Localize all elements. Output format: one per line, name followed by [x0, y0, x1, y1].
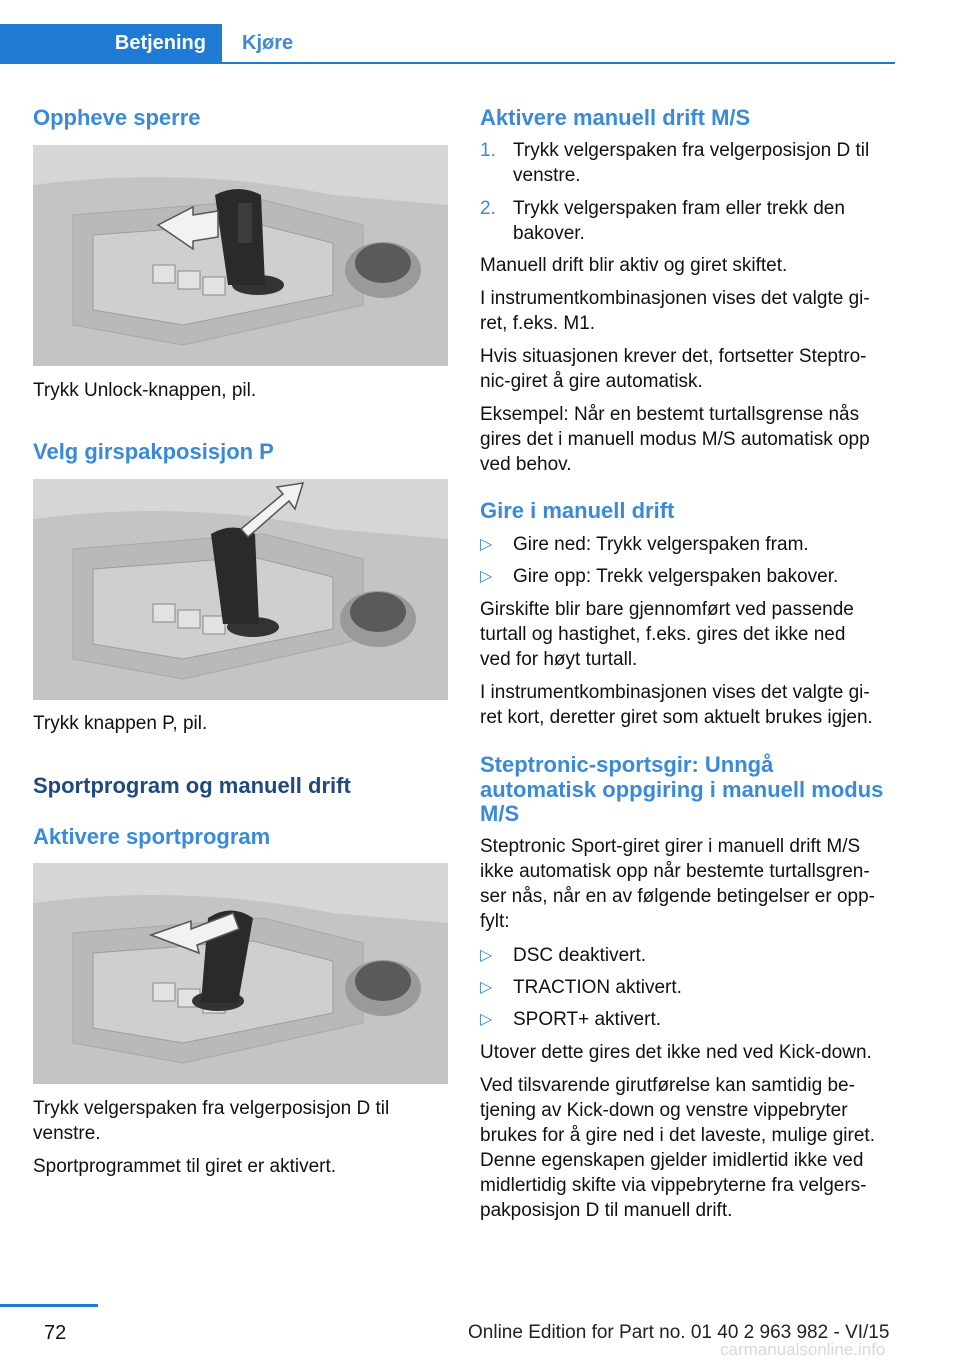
- page-number: 72: [44, 1322, 67, 1344]
- triangle-bullet-icon: ▷: [480, 1011, 493, 1028]
- text-sport-1a: Trykk velgerspaken fra velgerposisjon D til: [33, 1098, 390, 1119]
- text-equiv-f: pakposisjon D til manuell drift.: [480, 1200, 733, 1221]
- heading-steptronic-3: M/S: [480, 801, 520, 826]
- text-example-c: ved behov.: [480, 454, 572, 475]
- bullet-text: TRACTION aktivert.: [513, 977, 682, 998]
- figure-p-button: [33, 479, 448, 700]
- heading-activate-sport: Aktivere sportprogram: [33, 824, 271, 849]
- text-equiv-d: Denne egenskapen gjelder imidlertid ikke ved: [480, 1150, 864, 1171]
- edition-info: Online Edition for Part no. 01 40 2 963 982 - VI/15: [468, 1322, 890, 1343]
- text-sport-1b: venstre.: [33, 1123, 101, 1144]
- step-text: Trykk velgerspaken fram eller trekk den: [513, 198, 845, 219]
- watermark: carmanualsonline.info: [720, 1340, 886, 1359]
- text-shift-a: Girskifte blir bare gjennomført ved passende: [480, 599, 854, 620]
- text-example-a: Eksempel: Når en bestemt turtallsgrense nås: [480, 404, 860, 425]
- text-sport-2: Sportprogrammet til giret er aktivert.: [33, 1156, 337, 1177]
- heading-select-p: Velg girspakposisjon P: [33, 439, 274, 464]
- bullet-text: DSC deaktivert.: [513, 945, 647, 966]
- text-shift-b: turtall og hastighet, f.eks. gires det ikke ned: [480, 624, 846, 645]
- step-text: Trykk velgerspaken fra velgerposisjon D til: [513, 140, 870, 161]
- text-auto-b: nic-giret å gire automatisk.: [480, 371, 703, 392]
- triangle-bullet-icon: ▷: [480, 979, 493, 996]
- heading-steptronic-1: Steptronic-sportsgir: Unngå: [480, 752, 774, 777]
- text-equiv-e: midlertidig skifte via vippebryterne fra velgers‐: [480, 1175, 867, 1196]
- triangle-bullet-icon: ▷: [480, 947, 493, 964]
- text-p-button: Trykk knappen P, pil.: [33, 713, 208, 734]
- bullet-text: SPORT+ aktivert.: [513, 1009, 662, 1030]
- heading-sport-manual: Sportprogram og manuell drift: [33, 773, 351, 798]
- step-text: bakover.: [513, 223, 585, 244]
- text-display-b: ret, f.eks. M1.: [480, 313, 596, 334]
- triangle-bullet-icon: ▷: [480, 536, 493, 553]
- text-auto-a: Hvis situasjonen krever det, fortsetter Steptro‐: [480, 346, 867, 367]
- bullet-text: Gire ned: Trykk velgerspaken fram.: [513, 534, 809, 555]
- text-unlock: Trykk Unlock-knappen, pil.: [33, 380, 257, 401]
- tab-kjore[interactable]: Kjøre: [242, 32, 294, 54]
- tab-betjening-label: Betjening: [114, 32, 206, 54]
- chapter-tabs: [0, 24, 895, 64]
- text-step-d: fylt:: [480, 911, 510, 932]
- triangle-bullet-icon: ▷: [480, 568, 493, 585]
- step-number: 2.: [480, 198, 496, 219]
- text-equiv-c: brukes for å gire ned i det laveste, mulige giret.: [480, 1125, 875, 1146]
- figure-sport-program: [33, 863, 448, 1084]
- text-shift-c: ved for høyt turtall.: [480, 649, 638, 670]
- text-manual-active: Manuell drift blir aktiv og giret skiftet.: [480, 255, 788, 276]
- text-step-a: Steptronic Sport-giret girer i manuell drift M/S: [480, 836, 861, 857]
- text-example-b: gires det i manuell modus M/S automatisk opp: [480, 429, 870, 450]
- heading-activate-manual: Aktivere manuell drift M/S: [480, 105, 751, 130]
- step-number: 1.: [480, 140, 496, 161]
- tab-betjening[interactable]: [0, 24, 222, 62]
- heading-steptronic-2: automatisk oppgiring i manuell modus: [480, 777, 884, 802]
- step-text: venstre.: [513, 165, 581, 186]
- figure-unlock-button: [33, 145, 448, 366]
- text-equiv-a: Ved tilsvarende girutførelse kan samtidig be‐: [480, 1075, 855, 1096]
- footer-rule: [0, 1304, 98, 1307]
- text-step-b: ikke automatisk opp når bestemte turtallsgren‐: [480, 861, 870, 882]
- text-step-c: ser nås, når en av følgende betingelser er opp‐: [480, 886, 876, 907]
- text-shown-b: ret kort, deretter giret som aktuelt brukes igjen.: [480, 707, 873, 728]
- text-display-a: I instrumentkombinasjonen vises det valgte gi‐: [480, 288, 870, 309]
- heading-unlock: Oppheve sperre: [33, 105, 201, 130]
- text-kickdown: Utover dette gires det ikke ned ved Kick-down.: [480, 1042, 872, 1063]
- text-equiv-b: tjening av Kick-down og venstre vippebryter: [480, 1100, 848, 1121]
- text-shown-a: I instrumentkombinasjonen vises det valgte gi‐: [480, 682, 870, 703]
- heading-shift-manual: Gire i manuell drift: [480, 498, 675, 523]
- bullet-text: Gire opp: Trekk velgerspaken bakover.: [513, 566, 839, 587]
